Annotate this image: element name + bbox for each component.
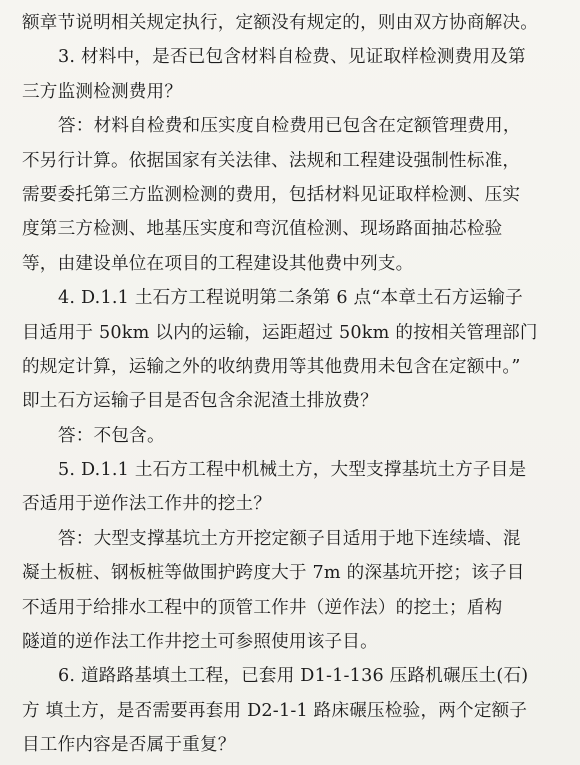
text-line: 目适用于 50km 以内的运输，运距超过 50km 的按相关管理部门 [22,322,538,343]
text-line: 不适用于给排水工程中的顶管工作井（逆作法）的挖土；盾构 [22,597,503,618]
text-line: 答：大型支撑基坑土方开挖定额子目适用于地下连续墙、混 [58,528,521,549]
text-line: 三方监测检测费用？ [22,81,183,102]
text-line: 5. D.1.1 土石方工程中机械土方，大型支撑基坑土方子目是 [58,460,527,481]
text-line: 额章节说明相关规定执行，定额没有规定的，则由双方协商解决。 [22,13,539,33]
text-line: 需要委托第三方监测检测的费用，包括材料见证取样检测、压实 [22,184,521,205]
text-line: 凝土板桩、钢板桩等做围护跨度大于 7m 的深基坑开挖；该子目 [22,563,525,584]
document-body [22,6,558,763]
text-line: 等，由建设单位在项目的工程建设其他费中列支。 [22,253,414,274]
text-line: 隧道的逆作法工作井挖土可参照使用该子目。 [22,632,378,653]
text-line: 否适用于逆作法工作井的挖土？ [22,494,272,515]
text-line: 答：不包含。 [58,425,165,446]
text-line: 不另行计算。依据国家有关法律、法规和工程建设强制性标准， [22,150,521,171]
text-line: 答：材料自检费和压实度自检费用已包含在定额管理费用， [58,116,521,137]
text-line: 方 填土方，是否需要再套用 D2-1-1 路床碾压检验，两个定额子 [22,700,528,721]
text-line: 度第三方检测、地基压实度和弯沉值检测、现场路面抽芯检验 [22,219,503,240]
text-line: 的规定计算，运输之外的收纳费用等其他费用未包含在定额中。” [22,356,521,377]
text-line: 即土石方运输子目是否包含余泥渣土排放费？ [22,391,378,412]
text-line: 3. 材料中，是否已包含材料自检费、见证取样检测费用及第 [58,47,526,68]
text-line: 6. 道路路基填土工程，已套用 D1-1-136 压路机碾压土(石) [58,666,529,687]
text-line: 4. D.1.1 土石方工程说明第二条第 6 点“本章土石方运输子 [58,288,523,309]
text-line: 目工作内容是否属于重复？ [22,735,236,756]
